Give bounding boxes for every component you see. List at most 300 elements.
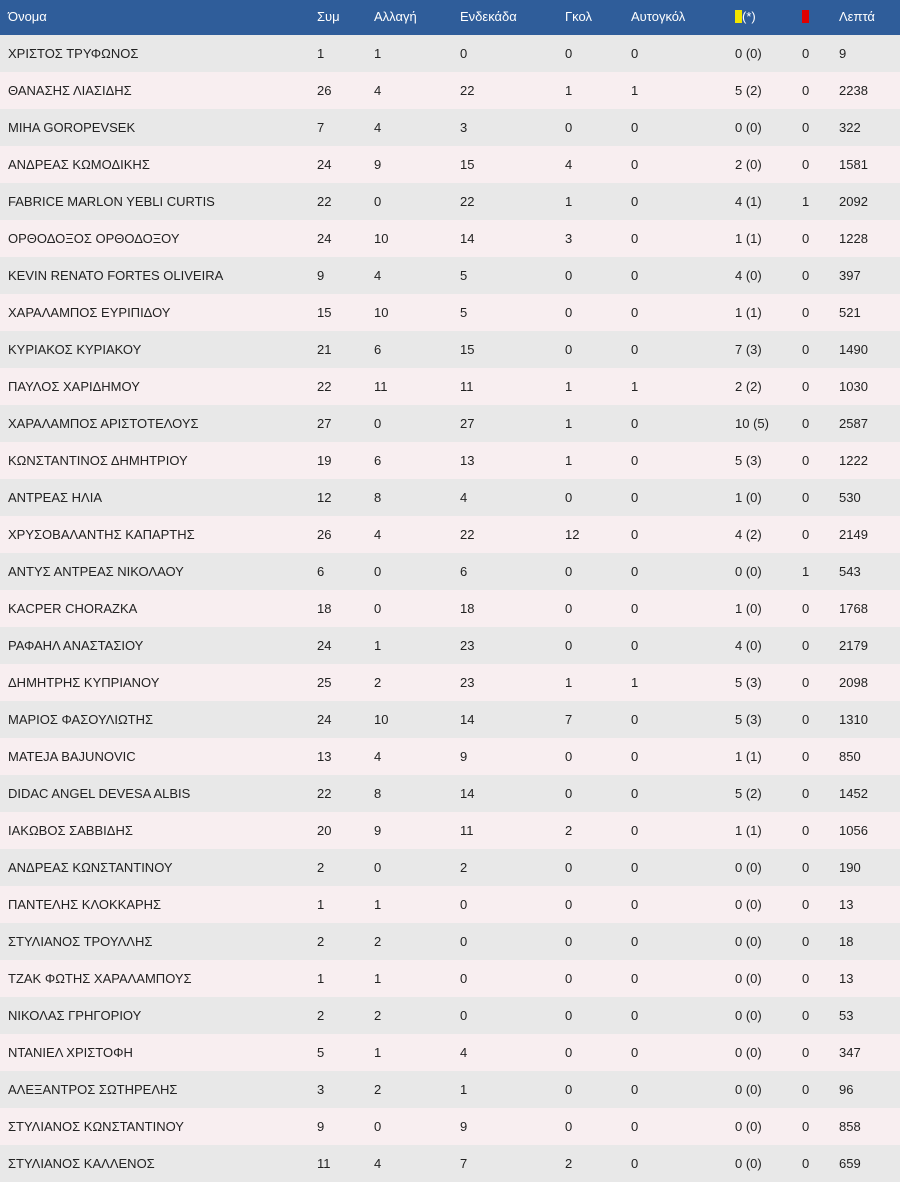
table-row	[0, 1071, 900, 1108]
yellow-cards-cell: 1 (1)	[735, 305, 762, 320]
yellow-cards-cell: 1 (1)	[735, 231, 762, 246]
own-goals-cell: 0	[631, 527, 639, 542]
starts-cell: 1	[460, 1082, 468, 1097]
player-name-cell: KACPER CHORAZKA	[8, 601, 138, 616]
red-cards-cell: 0	[802, 490, 810, 505]
red-cards-cell: 0	[802, 601, 810, 616]
sub-cell: 8	[374, 490, 382, 505]
minutes-cell: 850	[839, 749, 861, 764]
goals-cell: 0	[565, 564, 573, 579]
table-row	[0, 109, 900, 146]
goals-cell: 0	[565, 786, 573, 801]
goals-cell: 1	[565, 194, 573, 209]
apps-cell: 11	[317, 1156, 331, 1171]
own-goals-cell: 1	[631, 83, 639, 98]
goals-cell: 0	[565, 971, 573, 986]
own-goals-cell: 0	[631, 305, 639, 320]
red-cards-cell: 0	[802, 934, 810, 949]
apps-cell: 1	[317, 971, 325, 986]
own-goals-cell: 0	[631, 638, 639, 653]
sub-cell: 10	[374, 712, 389, 727]
sub-cell: 1	[374, 971, 382, 986]
table-row	[0, 553, 900, 590]
minutes-cell: 1581	[839, 157, 868, 172]
sub-cell: 1	[374, 897, 382, 912]
minutes-cell: 1768	[839, 601, 868, 616]
sub-cell: 2	[374, 934, 382, 949]
apps-cell: 18	[317, 601, 332, 616]
player-name-cell: ΜΑΡΙΟΣ ΦΑΣΟΥΛΙΩΤΗΣ	[8, 712, 154, 727]
player-name-cell: ΣΤΥΛΙΑΝΟΣ ΤΡΟΥΛΛΗΣ	[8, 934, 153, 949]
table-row	[0, 590, 900, 627]
player-name-cell: MATEJA BAJUNOVIC	[8, 749, 136, 764]
starts-cell: 5	[460, 268, 468, 283]
yellow-cards-cell: 4 (1)	[735, 194, 762, 209]
starts-cell: 14	[460, 712, 475, 727]
player-name-cell: ΠΑΝΤΕΛΗΣ ΚΛΟΚΚΑΡΗΣ	[8, 897, 162, 912]
apps-cell: 24	[317, 231, 332, 246]
apps-cell: 15	[317, 305, 332, 320]
yellow-cards-cell: 0 (0)	[735, 934, 762, 949]
player-name-cell: DIDAC ANGEL DEVESA ALBIS	[8, 786, 191, 801]
starts-cell: 9	[460, 749, 468, 764]
table-row	[0, 627, 900, 664]
starts-cell: 6	[460, 564, 468, 579]
player-name-cell: ΣΤΥΛΙΑΝΟΣ ΚΩΝΣΤΑΝΤΙΝΟΥ	[8, 1119, 184, 1134]
own-goals-cell: 0	[631, 120, 639, 135]
red-cards-cell: 0	[802, 305, 810, 320]
apps-cell: 2	[317, 1008, 325, 1023]
player-name-cell: ΑΝΔΡΕΑΣ ΚΩΝΣΤΑΝΤΙΝΟΥ	[8, 860, 173, 875]
sub-cell: 4	[374, 268, 382, 283]
starts-cell: 11	[460, 823, 474, 838]
sub-cell: 2	[374, 675, 382, 690]
own-goals-cell: 0	[631, 749, 639, 764]
player-name-cell: ΣΤΥΛΙΑΝΟΣ ΚΑΛΛΕΝΟΣ	[8, 1156, 155, 1171]
player-name-cell: ΚΥΡΙΑΚΟΣ ΚΥΡΙΑΚΟΥ	[8, 342, 142, 357]
table-header-row	[0, 0, 900, 35]
minutes-cell: 9	[839, 46, 847, 61]
goals-cell: 0	[565, 1008, 573, 1023]
red-cards-cell: 0	[802, 120, 810, 135]
minutes-cell: 521	[839, 305, 861, 320]
player-name-cell: ΤΖΑΚ ΦΩΤΗΣ ΧΑΡΑΛΑΜΠΟΥΣ	[8, 971, 192, 986]
starts-cell: 27	[460, 416, 475, 431]
starts-cell: 0	[460, 46, 468, 61]
own-goals-cell: 0	[631, 1082, 639, 1097]
table-row	[0, 1034, 900, 1071]
apps-cell: 22	[317, 194, 332, 209]
sub-cell: 9	[374, 823, 382, 838]
goals-cell: 1	[565, 675, 573, 690]
apps-cell: 25	[317, 675, 332, 690]
goals-cell: 1	[565, 379, 573, 394]
starts-cell: 4	[460, 1045, 468, 1060]
minutes-cell: 397	[839, 268, 861, 283]
apps-cell: 3	[317, 1082, 325, 1097]
red-cards-cell: 0	[802, 675, 810, 690]
yellow-cards-cell: 0 (0)	[735, 860, 762, 875]
sub-cell: 1	[374, 46, 382, 61]
own-goals-cell: 0	[631, 268, 639, 283]
minutes-cell: 530	[839, 490, 861, 505]
minutes-cell: 53	[839, 1008, 854, 1023]
goals-cell: 0	[565, 934, 573, 949]
yellow-cards-cell: 0 (0)	[735, 971, 762, 986]
sub-cell: 8	[374, 786, 382, 801]
goals-cell: 4	[565, 157, 573, 172]
player-name-cell: ΑΝΤΡΕΑΣ ΗΛΙΑ	[8, 490, 103, 505]
red-cards-cell: 0	[802, 1156, 810, 1171]
own-goals-cell: 0	[631, 453, 639, 468]
player-name-cell: ΑΛΕΞΑΝΤΡΟΣ ΣΩΤΗΡΕΛΗΣ	[8, 1082, 178, 1097]
table-row	[0, 368, 900, 405]
apps-cell: 24	[317, 712, 332, 727]
player-name-cell: ΚΩΝΣΤΑΝΤΙΝΟΣ ΔΗΜΗΤΡΙΟΥ	[8, 453, 188, 468]
own-goals-cell: 0	[631, 897, 639, 912]
table-row	[0, 849, 900, 886]
red-cards-cell: 1	[802, 194, 810, 209]
sub-cell: 2	[374, 1082, 382, 1097]
own-goals-cell: 1	[631, 379, 639, 394]
table-body	[0, 35, 900, 1182]
goals-cell: 0	[565, 46, 573, 61]
apps-cell: 6	[317, 564, 325, 579]
own-goals-cell: 0	[631, 971, 639, 986]
yellow-card-icon	[735, 10, 742, 23]
goals-cell: 1	[565, 416, 573, 431]
header-own-goals[interactable]: Αυτογκόλ	[631, 8, 686, 24]
player-name-cell: ΙΑΚΩΒΟΣ ΣΑΒΒΙΔΗΣ	[8, 823, 133, 838]
header-goals[interactable]: Γκολ	[565, 8, 592, 24]
player-name-cell: ΠΑΥΛΟΣ ΧΑΡΙΔΗΜΟΥ	[8, 379, 140, 394]
own-goals-cell: 0	[631, 1008, 639, 1023]
goals-cell: 2	[565, 823, 573, 838]
table-row	[0, 331, 900, 368]
sub-cell: 2	[374, 1008, 382, 1023]
red-cards-cell: 0	[802, 46, 810, 61]
sub-cell: 11	[374, 379, 388, 394]
apps-cell: 19	[317, 453, 332, 468]
yellow-cards-cell: 0 (0)	[735, 564, 762, 579]
table-row	[0, 701, 900, 738]
yellow-cards-cell: 4 (2)	[735, 527, 762, 542]
minutes-cell: 2098	[839, 675, 868, 690]
table-row	[0, 72, 900, 109]
minutes-cell: 347	[839, 1045, 861, 1060]
goals-cell: 1	[565, 83, 573, 98]
red-cards-cell: 0	[802, 416, 810, 431]
minutes-cell: 2149	[839, 527, 868, 542]
table-row	[0, 1145, 900, 1182]
minutes-cell: 13	[839, 971, 854, 986]
goals-cell: 0	[565, 897, 573, 912]
goals-cell: 1	[565, 453, 573, 468]
yellow-cards-cell: 0 (0)	[735, 1119, 762, 1134]
starts-cell: 22	[460, 194, 475, 209]
minutes-cell: 96	[839, 1082, 854, 1097]
red-cards-cell: 0	[802, 157, 810, 172]
apps-cell: 21	[317, 342, 332, 357]
apps-cell: 24	[317, 157, 332, 172]
player-name-cell: ΧΡΙΣΤΟΣ ΤΡΥΦΩΝΟΣ	[8, 46, 139, 61]
header-starts[interactable]: Ενδεκάδα	[460, 8, 517, 24]
goals-cell: 0	[565, 601, 573, 616]
table-row	[0, 812, 900, 849]
minutes-cell: 2179	[839, 638, 868, 653]
own-goals-cell: 0	[631, 46, 639, 61]
apps-cell: 27	[317, 416, 332, 431]
minutes-cell: 18	[839, 934, 854, 949]
starts-cell: 3	[460, 120, 468, 135]
table-row	[0, 960, 900, 997]
apps-cell: 13	[317, 749, 332, 764]
red-cards-cell: 0	[802, 823, 810, 838]
sub-cell: 9	[374, 157, 382, 172]
player-name-cell: ΑΝΤΥΣ ΑΝΤΡΕΑΣ ΝΙΚΟΛΑΟΥ	[8, 564, 184, 579]
minutes-cell: 858	[839, 1119, 861, 1134]
own-goals-cell: 0	[631, 601, 639, 616]
goals-cell: 0	[565, 305, 573, 320]
red-cards-cell: 0	[802, 860, 810, 875]
sub-cell: 10	[374, 231, 389, 246]
table-row	[0, 775, 900, 812]
apps-cell: 5	[317, 1045, 325, 1060]
table-row	[0, 923, 900, 960]
minutes-cell: 1310	[839, 712, 868, 727]
minutes-cell: 1030	[839, 379, 868, 394]
starts-cell: 0	[460, 934, 468, 949]
header-yellow-cards[interactable]	[727, 0, 794, 35]
starts-cell: 13	[460, 453, 475, 468]
player-name-cell: ΟΡΘΟΔΟΞΟΣ ΟΡΘΟΔΟΞΟΥ	[8, 231, 180, 246]
yellow-note: (*)	[742, 8, 756, 24]
red-cards-cell: 0	[802, 268, 810, 283]
sub-cell: 0	[374, 601, 382, 616]
apps-cell: 2	[317, 934, 325, 949]
header-sub[interactable]: Αλλαγή	[374, 8, 417, 24]
minutes-cell: 322	[839, 120, 861, 135]
starts-cell: 15	[460, 342, 475, 357]
starts-cell: 14	[460, 231, 475, 246]
header-name[interactable]: Όνομα	[8, 8, 47, 24]
starts-cell: 23	[460, 638, 475, 653]
header-minutes[interactable]: Λεπτά	[839, 8, 875, 24]
yellow-cards-cell: 10 (5)	[735, 416, 769, 431]
red-cards-cell: 0	[802, 379, 810, 394]
sub-cell: 4	[374, 527, 382, 542]
starts-cell: 15	[460, 157, 475, 172]
table-row	[0, 886, 900, 923]
goals-cell: 0	[565, 342, 573, 357]
sub-cell: 6	[374, 342, 382, 357]
own-goals-cell: 0	[631, 934, 639, 949]
red-cards-cell: 0	[802, 712, 810, 727]
starts-cell: 18	[460, 601, 475, 616]
own-goals-cell: 0	[631, 860, 639, 875]
player-name-cell: ΡΑΦΑΗΛ ΑΝΑΣΤΑΣΙΟΥ	[8, 638, 144, 653]
minutes-cell: 1228	[839, 231, 868, 246]
goals-cell: 0	[565, 749, 573, 764]
yellow-cards-cell: 2 (0)	[735, 157, 762, 172]
table-row	[0, 405, 900, 442]
red-cards-cell: 0	[802, 527, 810, 542]
apps-cell: 2	[317, 860, 325, 875]
minutes-cell: 2587	[839, 416, 868, 431]
player-name-cell: ΧΡΥΣΟΒΑΛΑΝΤΗΣ ΚΑΠΑΡΤΗΣ	[8, 527, 195, 542]
yellow-cards-cell: 1 (0)	[735, 490, 762, 505]
goals-cell: 7	[565, 712, 573, 727]
yellow-cards-cell: 0 (0)	[735, 897, 762, 912]
sub-cell: 0	[374, 194, 382, 209]
table-row	[0, 1108, 900, 1145]
own-goals-cell: 0	[631, 342, 639, 357]
table-row	[0, 257, 900, 294]
goals-cell: 0	[565, 638, 573, 653]
goals-cell: 3	[565, 231, 573, 246]
own-goals-cell: 0	[631, 416, 639, 431]
player-name-cell: ΔΗΜΗΤΡΗΣ ΚΥΠΡΙΑΝΟΥ	[8, 675, 160, 690]
own-goals-cell: 0	[631, 231, 639, 246]
sub-cell: 10	[374, 305, 389, 320]
red-cards-cell: 0	[802, 1045, 810, 1060]
minutes-cell: 2238	[839, 83, 868, 98]
table-row	[0, 146, 900, 183]
player-name-cell: ΑΝΔΡΕΑΣ ΚΩΜΟΔΙΚΗΣ	[8, 157, 150, 172]
starts-cell: 0	[460, 971, 468, 986]
yellow-cards-cell: 5 (2)	[735, 786, 762, 801]
goals-cell: 0	[565, 268, 573, 283]
starts-cell: 4	[460, 490, 468, 505]
red-cards-cell: 0	[802, 83, 810, 98]
table-row	[0, 183, 900, 220]
goals-cell: 0	[565, 1119, 573, 1134]
player-name-cell: ΝΤΑΝΙΕΛ ΧΡΙΣΤΟΦΗ	[8, 1045, 133, 1060]
starts-cell: 22	[460, 83, 475, 98]
apps-cell: 12	[317, 490, 332, 505]
starts-cell: 23	[460, 675, 475, 690]
own-goals-cell: 1	[631, 675, 639, 690]
player-name-cell: KEVIN RENATO FORTES OLIVEIRA	[8, 268, 224, 283]
red-cards-cell: 0	[802, 786, 810, 801]
sub-cell: 0	[374, 1119, 382, 1134]
starts-cell: 0	[460, 1008, 468, 1023]
red-cards-cell: 0	[802, 638, 810, 653]
goals-cell: 2	[565, 1156, 573, 1171]
goals-cell: 0	[565, 1045, 573, 1060]
minutes-cell: 543	[839, 564, 861, 579]
sub-cell: 4	[374, 749, 382, 764]
red-cards-cell: 0	[802, 231, 810, 246]
yellow-cards-cell: 0 (0)	[735, 1082, 762, 1097]
table-row	[0, 35, 900, 72]
own-goals-cell: 0	[631, 1045, 639, 1060]
table-row	[0, 738, 900, 775]
red-cards-cell: 0	[802, 453, 810, 468]
starts-cell: 11	[460, 379, 474, 394]
own-goals-cell: 0	[631, 1156, 639, 1171]
goals-cell: 0	[565, 120, 573, 135]
apps-cell: 24	[317, 638, 332, 653]
apps-cell: 26	[317, 527, 332, 542]
own-goals-cell: 0	[631, 712, 639, 727]
sub-cell: 4	[374, 83, 382, 98]
apps-cell: 20	[317, 823, 332, 838]
own-goals-cell: 0	[631, 194, 639, 209]
own-goals-cell: 0	[631, 823, 639, 838]
player-name-cell: ΘΑΝΑΣΗΣ ΛΙΑΣΙΔΗΣ	[8, 83, 132, 98]
red-card-icon	[802, 10, 809, 23]
apps-cell: 22	[317, 786, 332, 801]
table-row	[0, 442, 900, 479]
red-cards-cell: 0	[802, 971, 810, 986]
table-row	[0, 220, 900, 257]
minutes-cell: 1222	[839, 453, 868, 468]
starts-cell: 0	[460, 897, 468, 912]
table-row	[0, 516, 900, 553]
sub-cell: 1	[374, 638, 382, 653]
minutes-cell: 659	[839, 1156, 861, 1171]
yellow-cards-cell: 4 (0)	[735, 268, 762, 283]
own-goals-cell: 0	[631, 490, 639, 505]
apps-cell: 26	[317, 83, 332, 98]
sub-cell: 4	[374, 120, 382, 135]
apps-cell: 1	[317, 897, 325, 912]
player-name-cell: ΧΑΡΑΛΑΜΠΟΣ ΑΡΙΣΤΟΤΕΛΟΥΣ	[8, 416, 199, 431]
red-cards-cell: 0	[802, 342, 810, 357]
minutes-cell: 1452	[839, 786, 868, 801]
yellow-cards-cell: 0 (0)	[735, 1156, 762, 1171]
sub-cell: 0	[374, 416, 382, 431]
yellow-cards-cell: 0 (0)	[735, 46, 762, 61]
yellow-cards-cell: 1 (1)	[735, 823, 762, 838]
yellow-cards-cell: 7 (3)	[735, 342, 762, 357]
yellow-cards-cell: 5 (3)	[735, 712, 762, 727]
sub-cell: 6	[374, 453, 382, 468]
apps-cell: 7	[317, 120, 325, 135]
table-row	[0, 664, 900, 701]
minutes-cell: 2092	[839, 194, 868, 209]
minutes-cell: 1056	[839, 823, 868, 838]
own-goals-cell: 0	[631, 786, 639, 801]
player-name-cell: ΝΙΚΟΛΑΣ ΓΡΗΓΟΡΙΟΥ	[8, 1008, 142, 1023]
player-name-cell: FABRICE MARLON YEBLI CURTIS	[8, 194, 215, 209]
apps-cell: 9	[317, 268, 325, 283]
table-row	[0, 294, 900, 331]
sub-cell: 1	[374, 1045, 382, 1060]
apps-cell: 22	[317, 379, 332, 394]
yellow-cards-cell: 2 (2)	[735, 379, 762, 394]
header-red-cards[interactable]	[794, 0, 831, 35]
minutes-cell: 190	[839, 860, 861, 875]
player-name-cell: ΧΑΡΑΛΑΜΠΟΣ ΕΥΡΙΠΙΔΟΥ	[8, 305, 171, 320]
red-cards-cell: 0	[802, 897, 810, 912]
own-goals-cell: 0	[631, 157, 639, 172]
header-apps[interactable]: Συμ	[317, 8, 340, 24]
starts-cell: 7	[460, 1156, 468, 1171]
starts-cell: 2	[460, 860, 468, 875]
table-row	[0, 997, 900, 1034]
sub-cell: 0	[374, 564, 382, 579]
own-goals-cell: 0	[631, 1119, 639, 1134]
red-cards-cell: 0	[802, 1119, 810, 1134]
sub-cell: 0	[374, 860, 382, 875]
starts-cell: 14	[460, 786, 475, 801]
red-cards-cell: 0	[802, 1082, 810, 1097]
starts-cell: 5	[460, 305, 468, 320]
starts-cell: 22	[460, 527, 475, 542]
minutes-cell: 13	[839, 897, 854, 912]
